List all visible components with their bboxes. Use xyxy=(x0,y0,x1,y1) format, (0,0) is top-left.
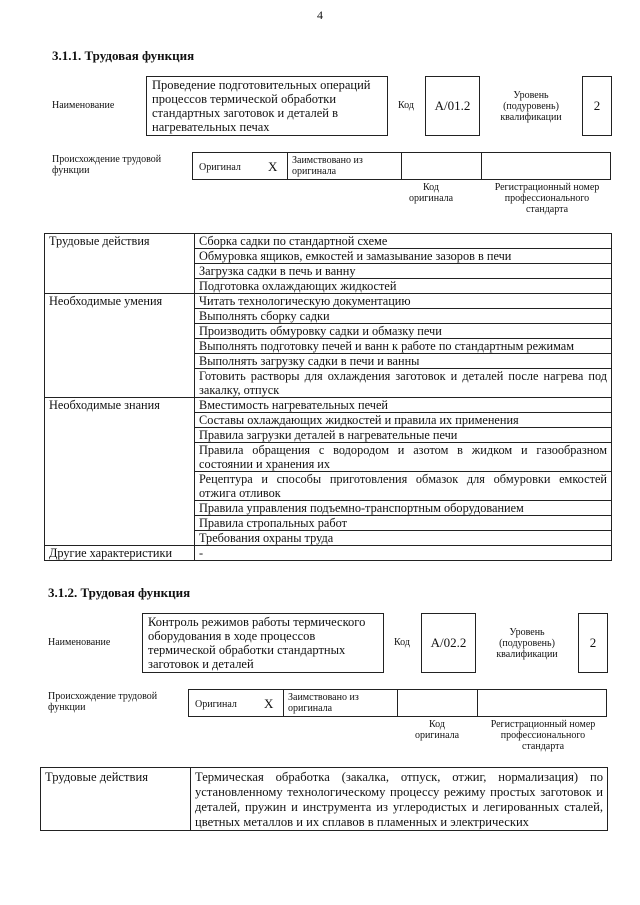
function-table xyxy=(40,767,608,831)
code-value-box: А/02.2 xyxy=(421,613,476,673)
item-cell: Термическая обработка (закалка, отпуск, отжиг, нормализация) по установленному технологическому процессу режиму простых заготовок и деталей, пружин и инструмента из углеродистых и легированных сталей, цветных металлов и их сплавов в пламенных и электрических xyxy=(191,768,608,831)
item-cell: Выполнять подготовку печей и ванн к работе по стандартным режимам xyxy=(195,339,612,354)
section-heading: 3.1.1. Трудовая функция xyxy=(52,48,195,63)
borrowed-label: Заимствовано из оригинала xyxy=(288,692,359,714)
code-original-caption: Код оригинала xyxy=(408,182,454,204)
level-label: Уровень (подуровень) квалификации xyxy=(500,89,562,123)
reg-number-caption: Регистрационный номер профессионального стандарта xyxy=(490,719,596,752)
divider xyxy=(477,690,478,716)
item-cell: - xyxy=(195,546,612,561)
function-table xyxy=(44,233,612,561)
item-cell: Читать технологическую документацию xyxy=(195,294,612,309)
code-label: Код xyxy=(394,637,410,648)
name-label: Наименование xyxy=(52,100,115,111)
item-cell: Правила управления подъемно-транспортным оборудованием xyxy=(195,501,612,516)
borrowed-label: Заимствовано из оригинала xyxy=(292,155,363,177)
item-cell: Выполнять загрузку садки в печи и ванны xyxy=(195,354,612,369)
item-cell: Производить обмуровку садки и обмазку печи xyxy=(195,324,612,339)
code-value-box: А/01.2 xyxy=(425,76,480,136)
original-label: Оригинал xyxy=(195,699,237,710)
item-cell: Готовить растворы для охлаждения заготовок и деталей после нагрева под закалку, отпуск xyxy=(195,369,612,398)
item-cell: Правила загрузки деталей в нагревательные печи xyxy=(195,428,612,443)
level-value-box: 2 xyxy=(578,613,608,673)
category-cell: Другие характеристики xyxy=(45,546,195,561)
page-number: 4 xyxy=(317,8,323,22)
origin-label: Происхождение трудовой функции xyxy=(52,154,162,176)
code-original-caption: Код оригинала xyxy=(414,719,460,741)
original-label: Оригинал xyxy=(199,162,241,173)
origin-label: Происхождение трудовой функции xyxy=(48,691,158,713)
divider xyxy=(283,690,284,716)
name-label: Наименование xyxy=(48,637,111,648)
item-cell: Обмуровка ящиков, емкостей и замазывание зазоров в печи xyxy=(195,249,612,264)
item-cell: Загрузка садки в печь и ванну xyxy=(195,264,612,279)
item-cell: Вместимость нагревательных печей xyxy=(195,398,612,413)
item-cell: Выполнять сборку садки xyxy=(195,309,612,324)
code-label: Код xyxy=(398,100,414,111)
category-cell: Трудовые действия xyxy=(45,234,195,294)
item-cell: Требования охраны труда xyxy=(195,531,612,546)
reg-number-caption: Регистрационный номер профессионального стандарта xyxy=(494,182,600,215)
section-heading: 3.1.2. Трудовая функция xyxy=(48,585,191,600)
level-value-box: 2 xyxy=(582,76,612,136)
table-row xyxy=(45,294,612,309)
category-cell: Необходимые умения xyxy=(45,294,195,398)
function-name-box: Проведение подготовительных операций процессов термической обработки стандартных заготовок и деталей в нагревательных печах xyxy=(146,76,388,136)
item-cell: Составы охлаждающих жидкостей и правила их применения xyxy=(195,413,612,428)
item-cell: Правила стропальных работ xyxy=(195,516,612,531)
divider xyxy=(397,690,398,716)
original-mark: X xyxy=(264,696,274,711)
original-mark: X xyxy=(268,159,278,174)
category-cell: Трудовые действия xyxy=(41,768,191,831)
table-row xyxy=(45,234,612,249)
item-cell: Рецептура и способы приготовления обмазок для обмуровки емкостей отжига отливок xyxy=(195,472,612,501)
table-row xyxy=(41,768,608,831)
origin-table xyxy=(192,152,611,180)
item-cell: Сборка садки по стандартной схеме xyxy=(195,234,612,249)
level-label: Уровень (подуровень) квалификации xyxy=(496,626,558,660)
table-row xyxy=(45,546,612,561)
category-cell: Необходимые знания xyxy=(45,398,195,546)
origin-table xyxy=(188,689,607,717)
function-name-box: Контроль режимов работы термического оборудования в ходе процессов термической обработки стандартных заготовок и деталей xyxy=(142,613,384,673)
item-cell: Правила обращения с водородом и азотом в жидком и газообразном состоянии и хранения их xyxy=(195,443,612,472)
item-cell: Подготовка охлаждающих жидкостей xyxy=(195,279,612,294)
divider xyxy=(401,153,402,179)
divider xyxy=(481,153,482,179)
divider xyxy=(287,153,288,179)
table-row xyxy=(45,398,612,413)
